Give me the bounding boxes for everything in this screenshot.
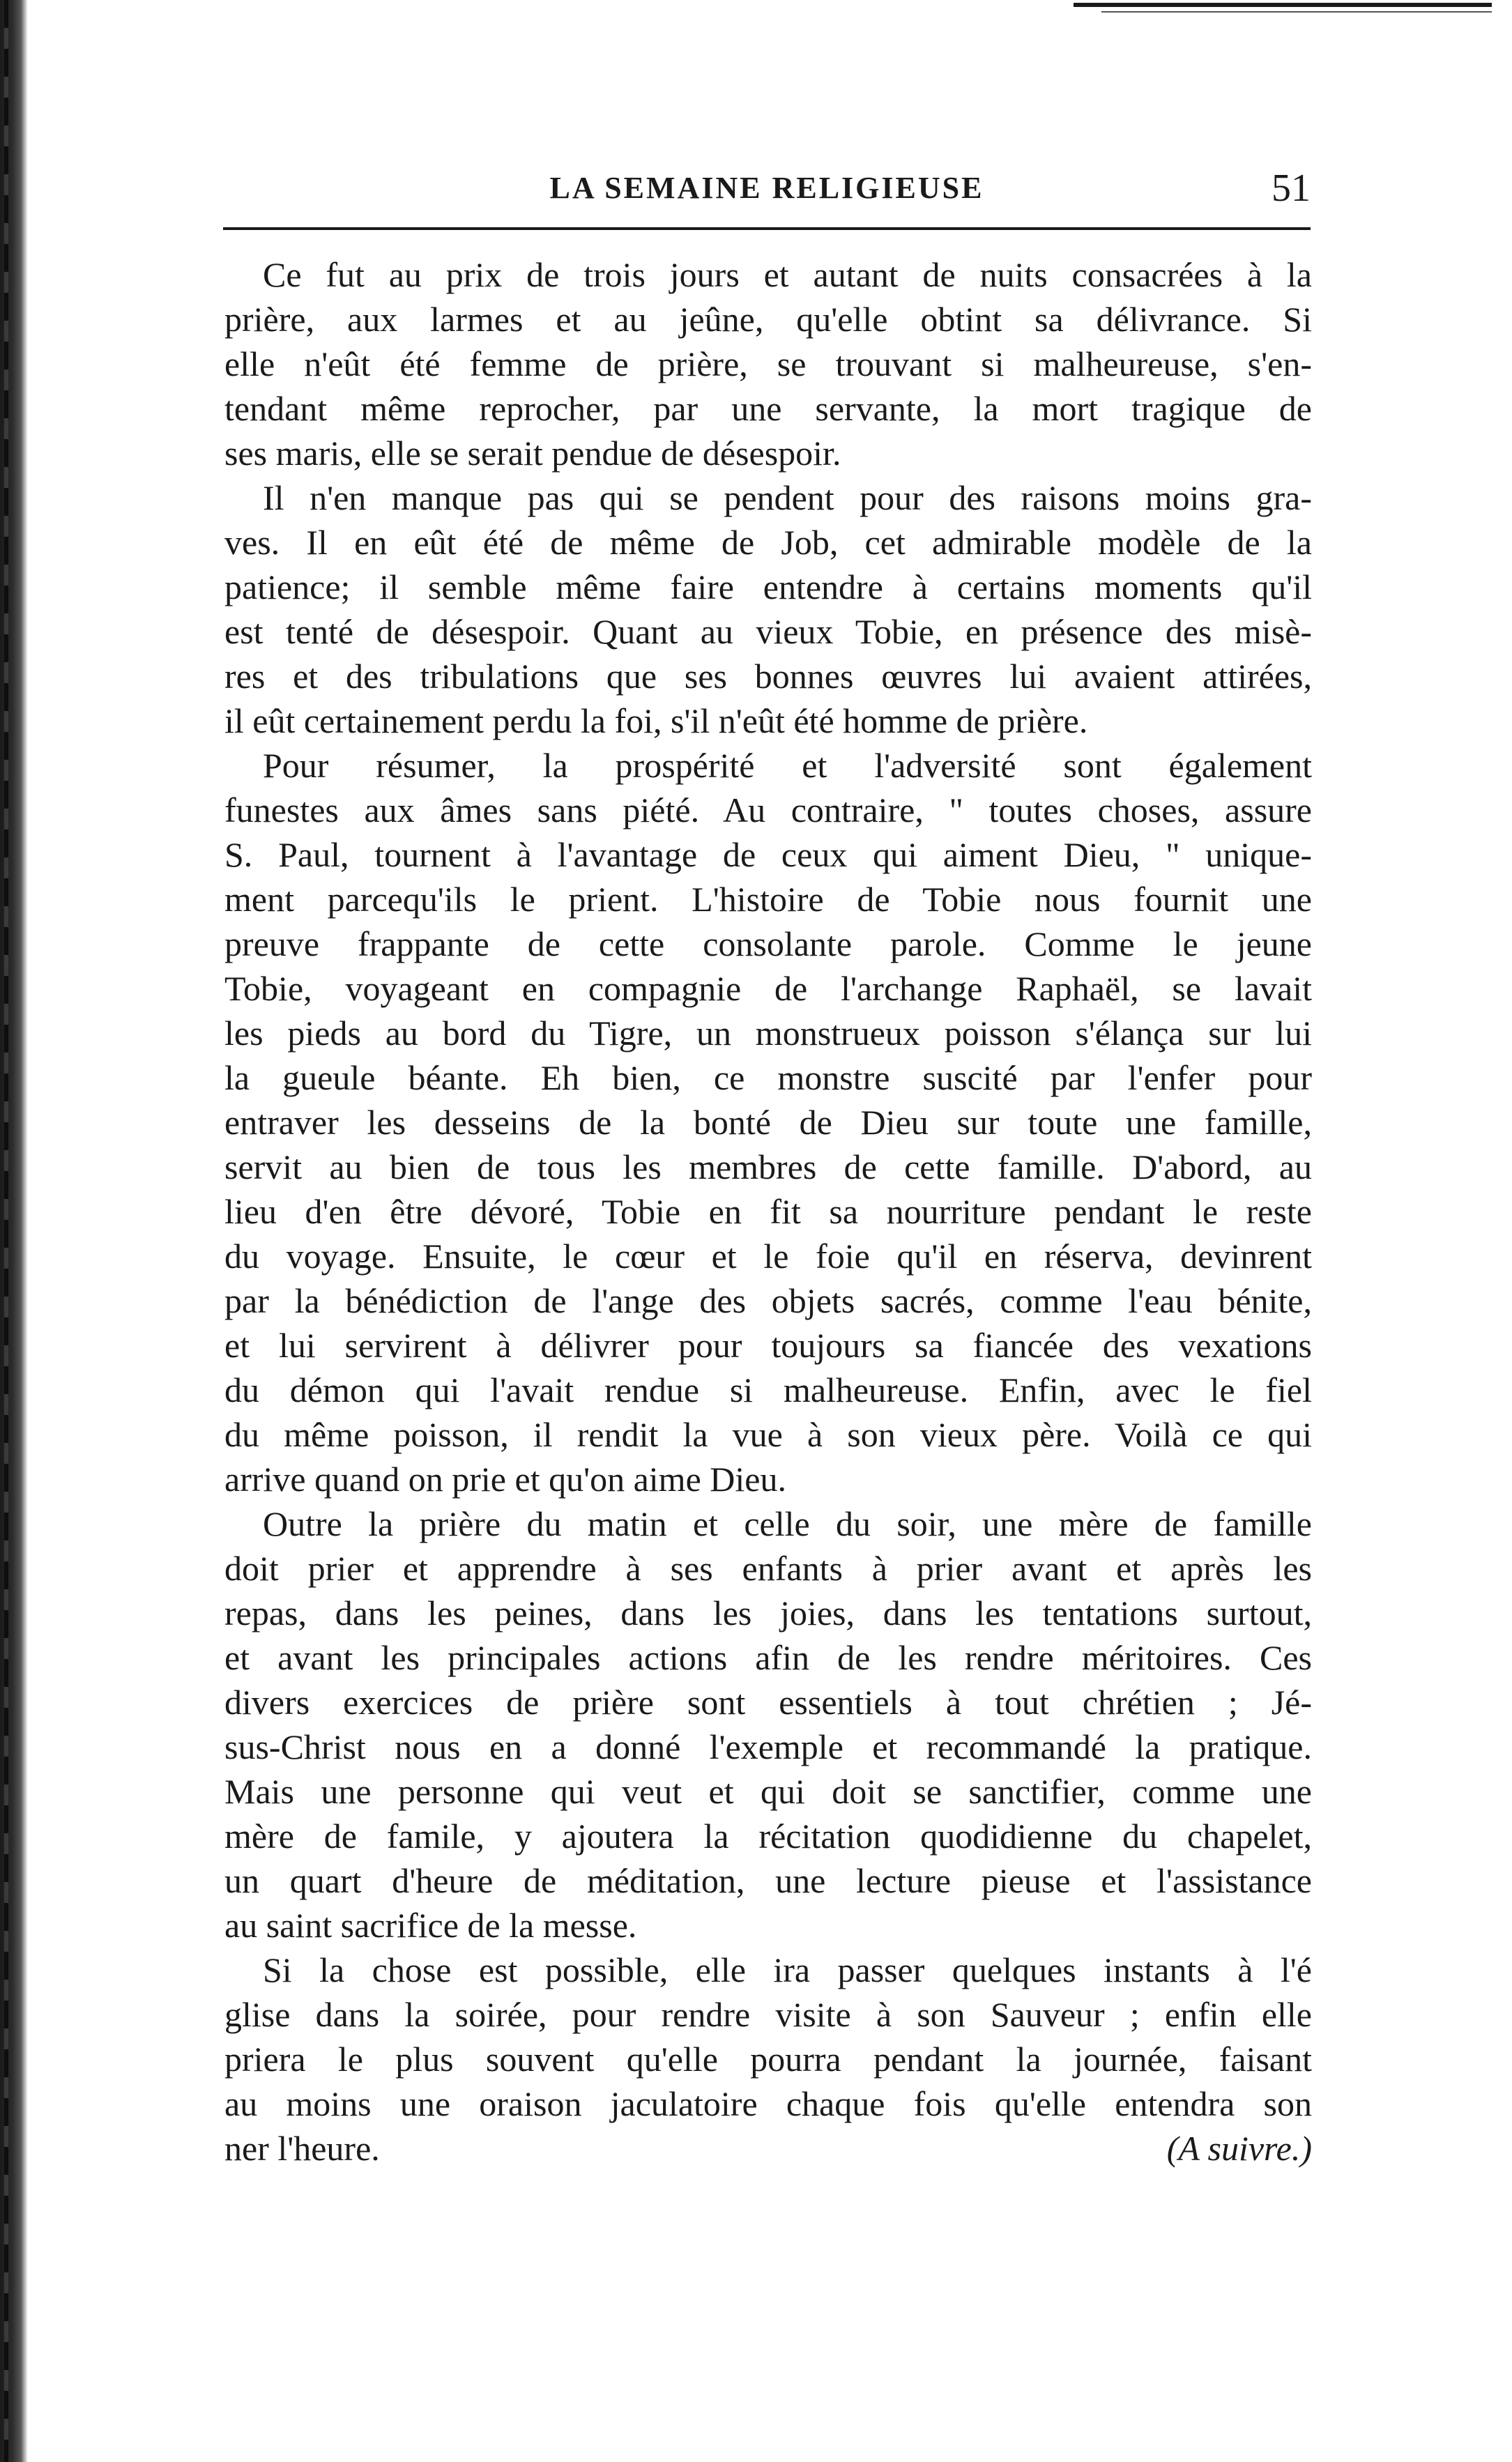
text-line: Mais une personne qui veut et qui doit se sanctifier, comme une <box>224 1772 1312 1811</box>
text-line: funestes aux âmes sans piété. Au contraire, " toutes choses, assure <box>224 790 1312 829</box>
text-line: il eût certainement perdu la foi, s'il n'eût été homme de prière. <box>224 701 1088 740</box>
text-line: arrive quand on prie et qu'on aime Dieu. <box>224 1460 786 1499</box>
text-line: res et des tribulations que ses bonnes œuvres lui avaient attirées, <box>224 657 1312 696</box>
text-line: elle n'eût été femme de prière, se trouvant si malheureuse, s'en- <box>224 344 1312 383</box>
text-line: du démon qui l'avait rendue si malheureuse. Enfin, avec le fiel <box>224 1370 1312 1409</box>
text-line: du voyage. Ensuite, le cœur et le foie qu'il en réserva, devinrent <box>224 1237 1312 1276</box>
scan-binding-edge <box>0 0 28 2462</box>
paragraph-2 <box>224 475 1312 743</box>
top-scan-edge-rule <box>1074 3 1492 7</box>
text-line: Ce fut au prix de trois jours et autant de nuits consacrées à la <box>263 255 1312 294</box>
text-line: et lui servirent à délivrer pour toujours sa fiancée des vexations <box>224 1326 1312 1365</box>
text-line: doit prier et apprendre à ses enfants à prier avant et après les <box>224 1549 1312 1588</box>
text-line: Pour résumer, la prospérité et l'adversité sont également <box>263 746 1312 785</box>
text-line: ves. Il en eût été de même de Job, cet admirable modèle de la <box>224 523 1312 562</box>
paragraph-5 <box>224 1948 1312 2171</box>
text-line: tendant même reprocher, par une servante, la mort tragique de <box>224 389 1312 428</box>
text-line: Il n'en manque pas qui se pendent pour des raisons moins gra- <box>263 478 1312 517</box>
running-title: LA SEMAINE RELIGIEUSE <box>549 171 984 205</box>
paragraph-3 <box>224 743 1312 1501</box>
text-line: preuve frappante de cette consolante parole. Comme le jeune <box>224 924 1312 963</box>
text-line: au saint sacrifice de la messe. <box>224 1906 637 1945</box>
text-line: S. Paul, tournent à l'avantage de ceux qui aiment Dieu, " unique- <box>224 835 1312 874</box>
page-number: 51 <box>1272 167 1311 210</box>
text-line-final-words: ner l'heure. <box>224 2129 380 2168</box>
text-line: Tobie, voyageant en compagnie de l'archange Raphaël, se lavait <box>224 969 1312 1008</box>
text-line: Si la chose est possible, elle ira passer quelques instants à l'é <box>263 1950 1312 1989</box>
header-rule <box>223 227 1311 230</box>
text-line-final <box>224 2126 1312 2171</box>
top-scan-edge-thin-rule <box>1101 11 1492 13</box>
text-line: prière, aux larmes et au jeûne, qu'elle obtint sa délivrance. Si <box>224 300 1312 339</box>
text-line: priera le plus souvent qu'elle pourra pendant la journée, faisant <box>224 2040 1312 2079</box>
text-line: entraver les desseins de la bonté de Dieu sur toute une famille, <box>224 1103 1312 1142</box>
text-line: du même poisson, il rendit la vue à son vieux père. Voilà ce qui <box>224 1415 1312 1454</box>
text-line: mère de famile, y ajoutera la récitation quodidienne du chapelet, <box>224 1817 1312 1856</box>
paragraph-1 <box>224 252 1312 475</box>
text-line: et avant les principales actions afin de les rendre méritoires. Ces <box>224 1638 1312 1677</box>
paragraph-4 <box>224 1501 1312 1948</box>
text-line: la gueule béante. Eh bien, ce monstre suscité par l'enfer pour <box>224 1058 1312 1097</box>
text-line: au moins une oraison jaculatoire chaque fois qu'elle entendra son <box>224 2084 1312 2123</box>
text-line: repas, dans les peines, dans les joies, dans les tentations surtout, <box>224 1593 1312 1633</box>
to-be-continued: (A suivre.) <box>1166 2129 1312 2168</box>
text-line: glise dans la soirée, pour rendre visite à son Sauveur ; enfin elle <box>224 1995 1312 2034</box>
body-text <box>224 252 1312 2171</box>
text-line: patience; il semble même faire entendre à certains moments qu'il <box>224 567 1312 606</box>
text-line: lieu d'en être dévoré, Tobie en fit sa nourriture pendant le reste <box>224 1192 1312 1231</box>
text-line: servit au bien de tous les membres de cette famille. D'abord, au <box>224 1147 1312 1186</box>
text-line: divers exercices de prière sont essentiels à tout chrétien ; Jé- <box>224 1683 1312 1722</box>
text-line: Outre la prière du matin et celle du soir, une mère de famille <box>263 1504 1312 1543</box>
text-line: est tenté de désespoir. Quant au vieux Tobie, en présence des misè- <box>224 612 1312 651</box>
text-line: ment parcequ'ils le prient. L'histoire de Tobie nous fournit une <box>224 880 1312 919</box>
text-line: sus-Christ nous en a donné l'exemple et recommandé la pratique. <box>224 1727 1312 1766</box>
page-header <box>223 167 1311 213</box>
text-line: ses maris, elle se serait pendue de désespoir. <box>224 434 841 473</box>
text-line: les pieds au bord du Tigre, un monstrueux poisson s'élança sur lui <box>224 1014 1312 1053</box>
text-line: un quart d'heure de méditation, une lecture pieuse et l'assistance <box>224 1861 1312 1900</box>
text-line: par la bénédiction de l'ange des objets sacrés, comme l'eau bénite, <box>224 1281 1312 1320</box>
